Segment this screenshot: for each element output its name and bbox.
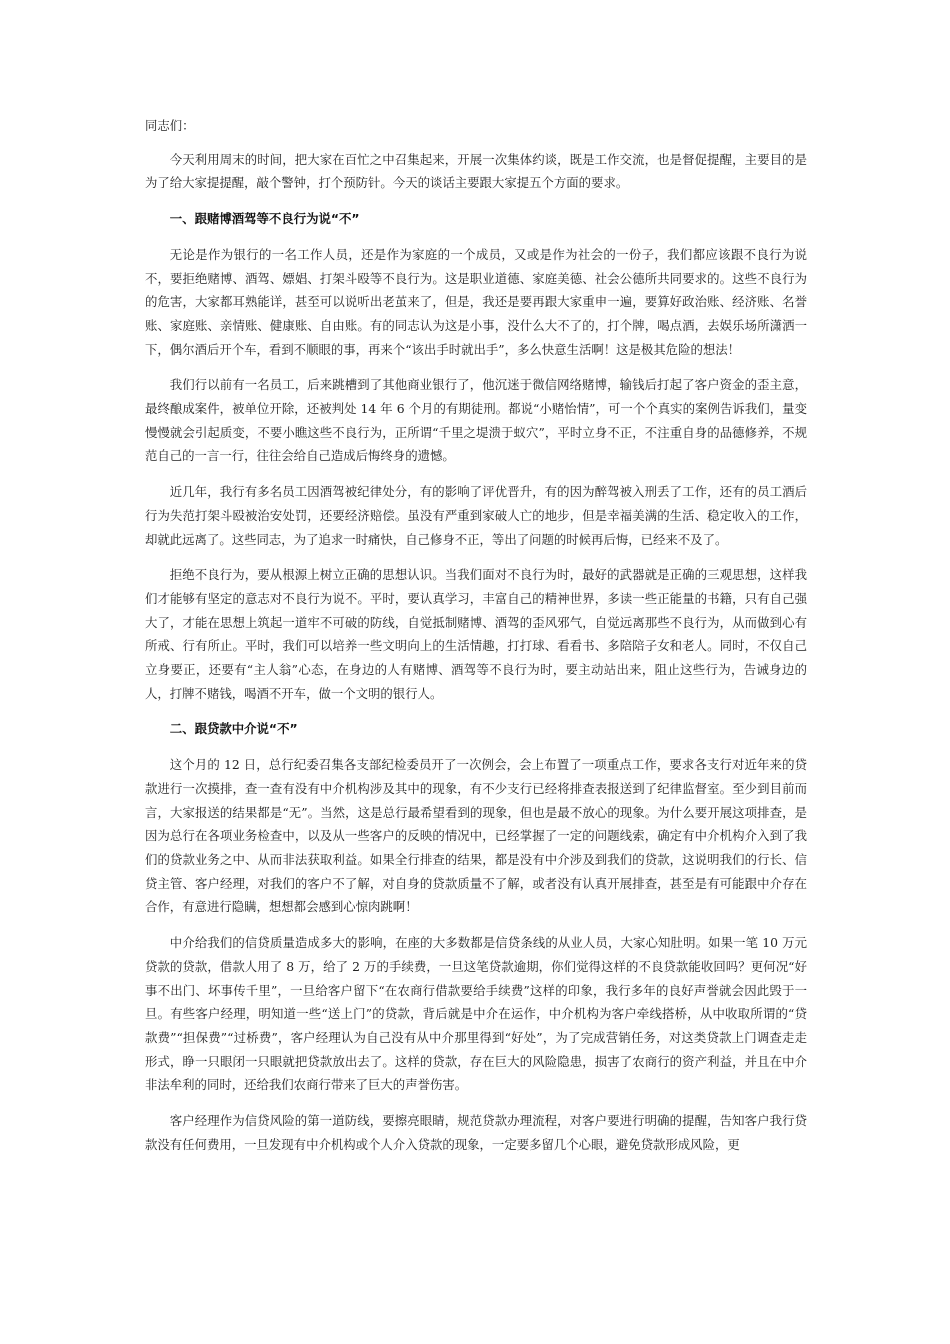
section-2-paragraph-3: 客户经理作为信贷风险的第一道防线，要擦亮眼睛，规范贷款办理流程，对客户要进行明确的提醒，告知客户我行贷款没有任何费用，一旦发现有中介机构或个人介入贷款的现象，一定要多留几个心眼，避免贷款形成风险，更 xyxy=(145,1113,807,1152)
section-1-paragraph-3: 近几年，我行有多名员工因酒驾被纪律处分，有的影响了评优晋升，有的因为醉驾被入刑丢了工作，还有的员工酒后行为失范打架斗殴被治安处罚，还要经济赔偿。虽没有严重到家破人亡的地步，但是幸福美满的生活、稳定收入的工作，却就此远离了。这些同志，为了追求一时痛快，自己修身不正，等出了问题的时候再后悔，已经来不及了。 xyxy=(145,484,807,547)
section-1-paragraph-2: 我们行以前有一名员工，后来跳槽到了其他商业银行了，他沉迷于微信网络赌博，输钱后打起了客户资金的歪主意，最终酿成案件，被单位开除，还被判处 14 年 6 个月的有期徒刑。都说“小赌怡情”，可一个个真实的案例告诉我们，量变慢慢就会引起质变，不要小瞧这些不良行为，正所谓“千里之堤溃于蚁穴”，平时立身不正，不注重自身的品德修养，不规范自己的一言一行，往往会给自己造成后悔终身的遗憾。 xyxy=(145,377,807,464)
section-1-paragraph-1: 无论是作为银行的一名工作人员，还是作为家庭的一个成员，又或是作为社会的一份子，我们都应该跟不良行为说不，要拒绝赌博、酒驾、嫖娼、打架斗殴等不良行为。这是职业道德、家庭美德、社会公德所共同要求的。这些不良行为的危害，大家都耳熟能详，甚至可以说听出老茧来了，但是，我还是要再跟大家重申一遍，要算好政治账、经济账、名誉账、家庭账、亲情账、健康账、自由账。有的同志认为这是小事，没什么大不了的，打个牌，喝点酒，去娱乐场所潇洒一下，偶尔酒后开个车，看到不顺眼的事，再来个“该出手时就出手”，多么快意生活啊！这是极其危险的想法！ xyxy=(145,246,807,357)
section-1-paragraph-4: 拒绝不良行为，要从根源上树立正确的思想认识。当我们面对不良行为时，最好的武器就是正确的三观思想，这样我们才能够有坚定的意志对不良行为说不。平时，要认真学习，丰富自己的精神世界，多读一些正能量的书籍，只有自己强大了，才能在思想上筑起一道牢不可破的防线，自觉抵制赌博、酒驾的歪风邪气，自觉远离那些不良行为，从而做到心有所戒、行有所止。平时，我们可以培养一些文明向上的生活情趣，打打球、看看书、多陪陪子女和老人。同时，不仅自己立身要正，还要有“主人翁”心态，在身边的人有赌博、酒驾等不良行为时，要主动站出来，阻止这些行为，告诫身边的人，打牌不赌钱，喝酒不开车，做一个文明的银行人。 xyxy=(145,567,807,701)
section-2-paragraph-2: 中介给我们的信贷质量造成多大的影响，在座的大多数都是信贷条线的从业人员，大家心知肚明。如果一笔 10 万元贷款的贷款，借款人用了 8 万，给了 2 万的手续费，一旦这笔贷款逾期，你们觉得这样的不良贷款能收回吗？更何况“好事不出门、坏事传千里”，一旦给客户留下“在农商行借款要给手续费”这样的印象，我行多年的良好声誉就会因此毁于一旦。有些客户经理，明知道一些“送上门”的贷款，背后就是中介在运作，中介机构为客户牵线搭桥，从中收取所谓的“贷款费”“担保费”“过桥费”，客户经理认为自己没有从中介那里得到“好处”，为了完成营销任务，对这类贷款上门调查走走形式，睁一只眼闭一只眼就把贷款放出去了。这样的贷款，存在巨大的风险隐患，损害了农商行的资产利益，并且在中介非法牟利的同时，还给我们农商行带来了巨大的声誉伤害。 xyxy=(145,935,807,1093)
salutation: 同志们： xyxy=(145,118,195,133)
document-page xyxy=(145,114,807,1168)
section-heading-1: 一、跟赌博酒驾等不良行为说“不” xyxy=(169,211,360,227)
section-heading-2: 二、跟贷款中介说“不” xyxy=(169,721,298,737)
intro-paragraph: 今天利用周末的时间，把大家在百忙之中召集起来，开展一次集体约谈，既是工作交流，也是督促提醒，主要目的是为了给大家提提醒，敲个警钟，打个预防针。今天的谈话主要跟大家提五个方面的要求。 xyxy=(145,151,807,191)
section-2-paragraph-1: 这个月的 12 日，总行纪委召集各支部纪检委员开了一次例会，会上布置了一项重点工作，要求各支行对近年来的贷款进行一次摸排，查一查有没有中介机构涉及其中的现象，有不少支行已经将排查表报送到了纪律监督室。至少到目前而言，大家报送的结果都是“无”。当然，这是总行最希望看到的现象，但也是最不放心的现象。为什么要开展这项排查，是因为总行在各项业务检查中，以及从一些客户的反映的情况中，已经掌握了一定的问题线索，确定有中介机构介入到了我们的贷款业务之中、从而非法获取利益。如果全行排查的结果，都是没有中介涉及到我们的贷款，这说明我们的行长、信贷主管、客户经理，对我们的客户不了解，对自身的贷款质量不了解，或者没有认真开展排查，甚至是有可能跟中介存在合作，有意进行隐瞒，想想都会感到心惊肉跳啊！ xyxy=(145,757,807,915)
